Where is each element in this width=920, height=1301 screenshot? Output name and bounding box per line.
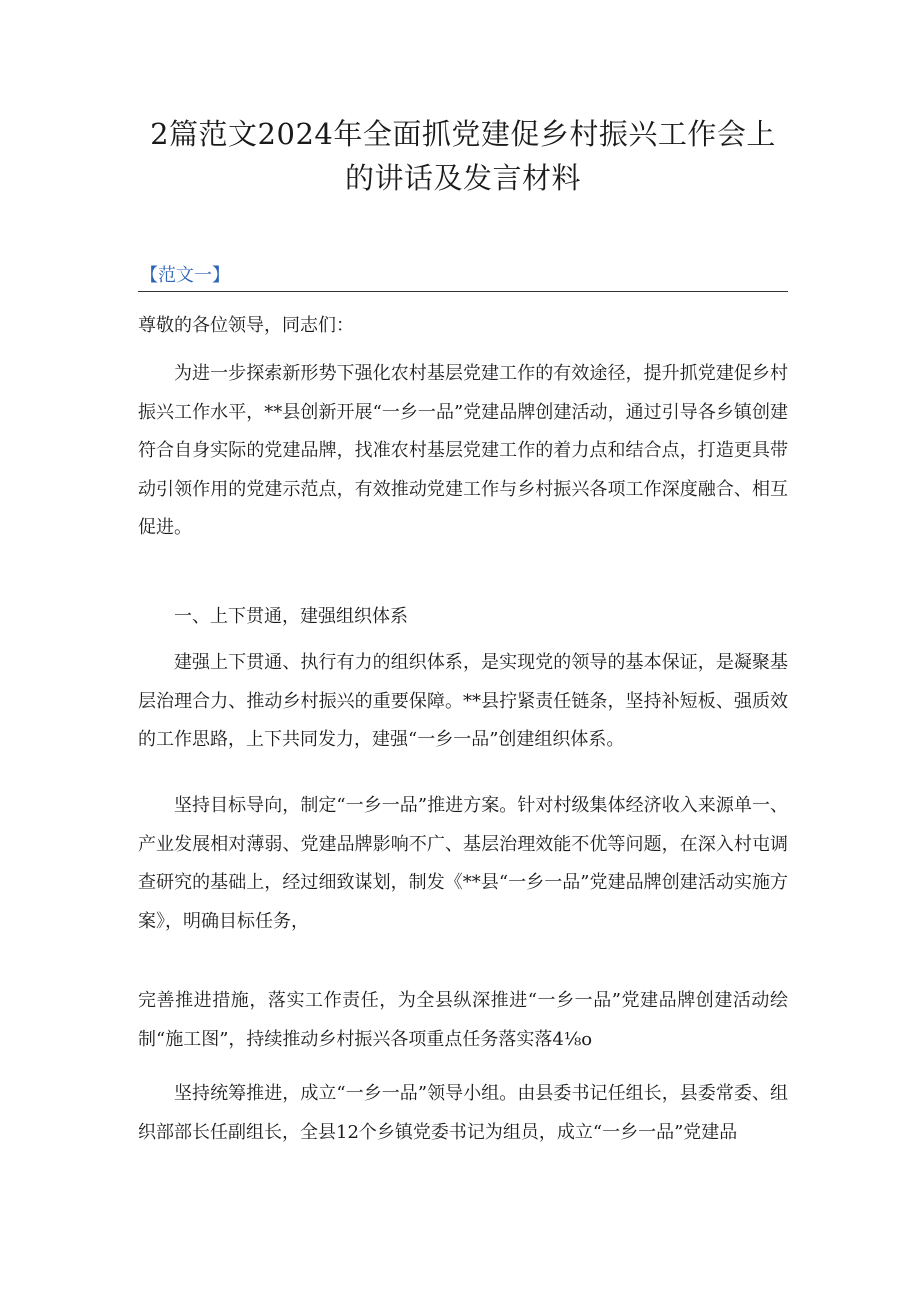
paragraph-organization: 建强上下贯通、执行有力的组织体系，是实现党的领导的基本保证，是凝聚基层治理合力、推动乡村振兴的重要保障。**县拧紧责任链条，坚持补短板、强质效的工作思路，上下共同发力，建强“一乡一品”创建组织体系。 (138, 652, 788, 750)
section-divider (138, 291, 788, 292)
section-heading-1: 一、上下贯通，建强组织体系 (174, 606, 408, 627)
paragraph-leading-group: 坚持统筹推进，成立“一乡一品”领导小组。由县委书记任组长，县委常委、组织部部长任副组长，全县12个乡镇党委书记为组员，成立“一乡一品”党建品 (138, 1083, 788, 1143)
salutation: 尊敬的各位领导，同志们： (138, 315, 354, 336)
paragraph-intro: 为进一步探索新形势下强化农村基层党建工作的有效途径，提升抓党建促乡村振兴工作水平，**县创新开展“一乡一品”党建品牌创建活动，通过引导各乡镇创建符合自身实际的党建品牌，找准农村基层党建工作的着力点和结合点，打造更具带动引领作用的党建示范点，有效推动党建工作与乡村振兴各项工作深度融合、相互促进。 (138, 363, 788, 538)
paragraph-continuation: 完善推进措施，落实工作责任，为全县纵深推进“一乡一品”党建品牌创建活动绘制“施工图”，持续推动乡村振兴各项重点任务落实落4⅛o (138, 990, 788, 1050)
section-tag: 【范文一】 (140, 265, 230, 286)
document-title: 2篇范文2024年全面抓党建促乡村振兴工作会上的讲话及发言材料 (150, 117, 776, 195)
paragraph-goal-orientation: 坚持目标导向，制定“一乡一品”推进方案。针对村级集体经济收入来源单一、产业发展相对薄弱、党建品牌影响不广、基层治理效能不优等问题，在深入村屯调查研究的基础上，经过细致谋划，制发《**县“一乡一品”党建品牌创建活动实施方案》，明确目标任务， (138, 795, 788, 932)
